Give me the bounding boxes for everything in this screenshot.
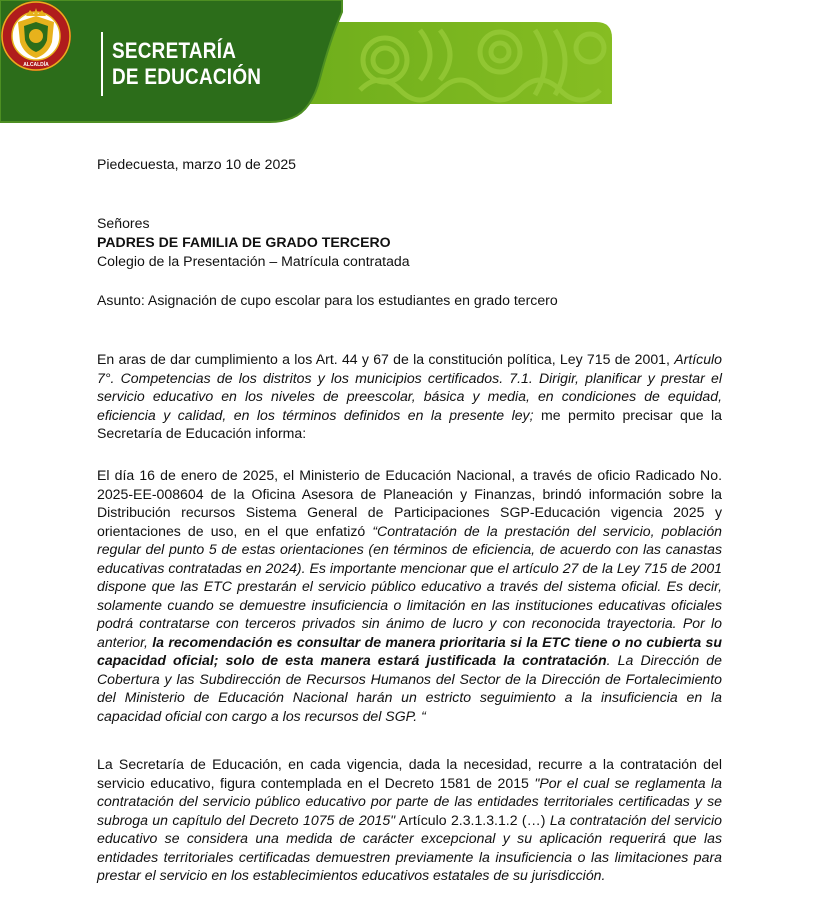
p1-text-c: me permito precisar que la Secretaría de Educación informa: (97, 406, 722, 441)
p1-quote: Artículo 7°. Competencias de los distritos y los municipios certificados. 7.1. Dirigir, planificar y prestar el servicio educativo en los niveles de preescolar, básica y media, en condiciones de equidad, eficiencia y calidad, en los términos definidos en la presente ley; (97, 351, 722, 423)
brand-line-1: SECRETARÍA (112, 38, 237, 63)
place-date: Piedecuesta, marzo 10 de 2025 (97, 156, 297, 172)
p2-quote-end: . La Dirección de Cobertura y las Subdirección de Recursos Humanos del Sector de la Dirección de Fortalecimiento del Ministerio de Educación Nacional harán un estricto seguimiento a la insuficiencia en la capacidad oficial con cargo a los recursos del SGP. “ (97, 652, 722, 724)
p1-text-a: En aras de dar cumplimiento a los Art. 44 y 67 de la constitución política, Ley 715 de 2001, (97, 351, 675, 367)
brand-title (112, 38, 261, 90)
subject-line: Asunto: Asignación de cupo escolar para los estudiantes en grado tercero (97, 292, 558, 308)
p3-decree-title: "Por el cual se reglamenta la contratación del servicio público educativo por parte de las entidades territoriales certificadas y se subroga un capítulo del Decreto 1075 de 2015" (97, 774, 723, 828)
paragraph-3 (97, 755, 722, 885)
recipient-org: Colegio de la Presentación – Matrícula contratada (97, 253, 410, 269)
p3-article: Artículo 2.3.1.3.1.2 (…) (395, 811, 550, 828)
paragraph-1 (97, 350, 722, 443)
p2-text-a: El día 16 de enero de 2025, el Ministerio de Educación Nacional, a través de oficio Radicado No. 2025-EE-008604 de la Oficina Asesora de Planeación y Finanzas, brindó información sobre la Distribución recursos Sistema General de Participaciones SGP-Educación vigencia 2025 y orientaciones de uso, en el que enfatizó (97, 467, 722, 539)
p3-text-a: La Secretaría de Educación, en cada vigencia, dada la necesidad, recurre a la contratación del servicio educativo, figura contemplada en el Decreto 1581 de 2015 (97, 756, 722, 791)
p3-quote: La contratación del servicio educativo se considera una medida de carácter excepcional y su aplicación requerirá que las entidades territoriales certificadas demuestren previamente la insuficiencia o las limitaciones para prestar el servicio en los establecimientos educativos estatales de su jurisdicción. (97, 811, 722, 883)
p2-emphasis: la recomendación es consultar de manera prioritaria si la ETC tiene o no cubierta su capacidad oficial; solo de esta manera estará justificada la contratación (97, 633, 722, 668)
seal-bottom-text: ALCALDÍA (23, 62, 49, 68)
brand-line-2: DE EDUCACIÓN (112, 64, 262, 89)
salutation: Señores (97, 215, 150, 231)
letterhead (0, 0, 814, 130)
header-divider (101, 32, 103, 96)
paragraph-2 (97, 466, 722, 725)
municipal-seal-icon (0, 0, 72, 72)
recipient: PADRES DE FAMILIA DE GRADO TERCERO (97, 234, 391, 250)
p2-quote: “Contratación de la prestación del servicio, población regular del punto 5 de estas orientaciones (en términos de eficiencia, de acuerdo con las canastas educativas contratadas en 2024). Es importante mencionar que el artículo 27 de la Ley 715 de 2001 dispone que las ETC prestarán el servicio público educativo a través del sistema oficial. Es decir, solamente cuando se demuestre insuficiencia o limitación en las instituciones educativas oficiales podrá contratarse con terceros privados sin ánimo de lucro y con reconocida trayectoria. Por lo anterior, (97, 522, 722, 650)
